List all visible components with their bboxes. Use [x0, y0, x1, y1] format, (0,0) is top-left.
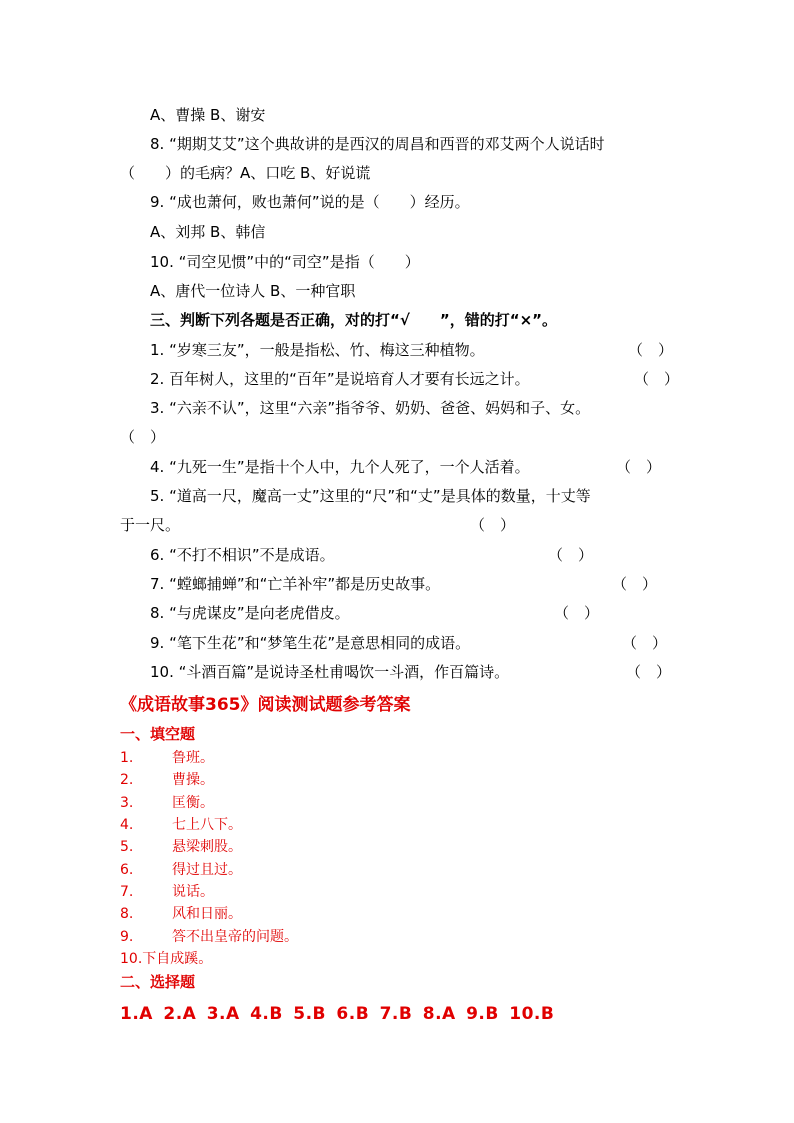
answer-number: 3.	[120, 795, 134, 811]
answer-text: 鲁班。	[172, 750, 214, 766]
answer-paren: （ ）	[616, 458, 662, 476]
answer-paren: （ ）	[634, 370, 680, 388]
answer-paren: （ ）	[628, 341, 674, 359]
choice-answers: 1.A 2.A 3.A 4.B 5.B 6.B 7.B 8.A 9.B 10.B	[120, 1004, 555, 1024]
answer-text: 得过且过。	[172, 862, 242, 878]
judge-item: 4. “九死一生”是指十个人中，九个人死了，一个人活着。	[150, 458, 530, 476]
judge-item: 6. “不打不相识”不是成语。	[150, 546, 335, 564]
option-line: A、曹操 B、谢安	[150, 106, 266, 124]
answer-paren: （ ）	[120, 428, 166, 446]
answer-number: 4.	[120, 817, 134, 833]
fill-heading: 一、填空题	[120, 725, 196, 743]
answer-text: 说话。	[172, 884, 214, 900]
judge-item: 8. “与虎谋皮”是向老虎借皮。	[150, 604, 350, 622]
judge-item-cont: 于一尺。	[120, 516, 181, 534]
answer-text: 七上八下。	[172, 817, 242, 833]
question-text: （ ）的毛病？A、口吃 B、好说谎	[120, 164, 371, 182]
answer-text: 答不出皇帝的问题。	[172, 929, 298, 945]
judge-item: 2. 百年树人，这里的“百年”是说培育人才要有长远之计。	[150, 370, 530, 388]
answer-paren: （ ）	[622, 634, 668, 652]
answer-paren: （ ）	[548, 546, 594, 564]
answer-text: 风和日丽。	[172, 906, 242, 922]
answer-number: 10.	[120, 951, 143, 967]
question-text: 8. “期期艾艾”这个典故讲的是西汉的周昌和西晋的邓艾两个人说话时	[150, 135, 605, 153]
answer-paren: （ ）	[612, 575, 658, 593]
answer-number: 8.	[120, 906, 134, 922]
answer-number: 6.	[120, 862, 134, 878]
judge-item: 10. “斗酒百篇”是说诗圣杜甫喝饮一斗酒，作百篇诗。	[150, 663, 510, 681]
judge-item: 9. “笔下生花”和“梦笔生花”是意思相同的成语。	[150, 634, 471, 652]
choice-heading: 二、选择题	[120, 973, 196, 991]
answer-number: 1.	[120, 750, 134, 766]
question-text: 10. “司空见惯”中的“司空”是指（ ）	[150, 253, 420, 271]
answer-number: 7.	[120, 884, 134, 900]
section-heading: 三、判断下列各题是否正确，对的打“√ ”，错的打“×”。	[150, 311, 558, 329]
answers-title: 《成语故事365》阅读测试题参考答案	[120, 695, 411, 715]
answer-text: 悬梁刺股。	[172, 839, 242, 855]
answer-number: 9.	[120, 929, 134, 945]
answer-text: 匡衡。	[172, 795, 214, 811]
answer-number: 5.	[120, 839, 134, 855]
answer-number: 2.	[120, 772, 134, 788]
answer-text: 曹操。	[172, 772, 214, 788]
answer-paren: （ ）	[626, 663, 672, 681]
answer-paren: （ ）	[554, 604, 600, 622]
option-line: A、刘邦 B、韩信	[150, 223, 266, 241]
judge-item: 1. “岁寒三友”，一般是指松、竹、梅这三种植物。	[150, 341, 485, 359]
judge-item: 7. “螳螂捕蝉”和“亡羊补牢”都是历史故事。	[150, 575, 441, 593]
option-line: A、唐代一位诗人 B、一种官职	[150, 282, 356, 300]
judge-item: 3. “六亲不认”，这里“六亲”指爷爷、奶奶、爸爸、妈妈和子、女。	[150, 399, 591, 417]
judge-item: 5. “道高一尺，魔高一丈”这里的“尺”和“丈”是具体的数量，十丈等	[150, 487, 591, 505]
answer-paren: （ ）	[470, 516, 516, 534]
answer-text: 下自成蹊。	[142, 951, 213, 967]
answer-row	[120, 950, 212, 968]
question-text: 9. “成也萧何，败也萧何”说的是（ ）经历。	[150, 193, 470, 211]
